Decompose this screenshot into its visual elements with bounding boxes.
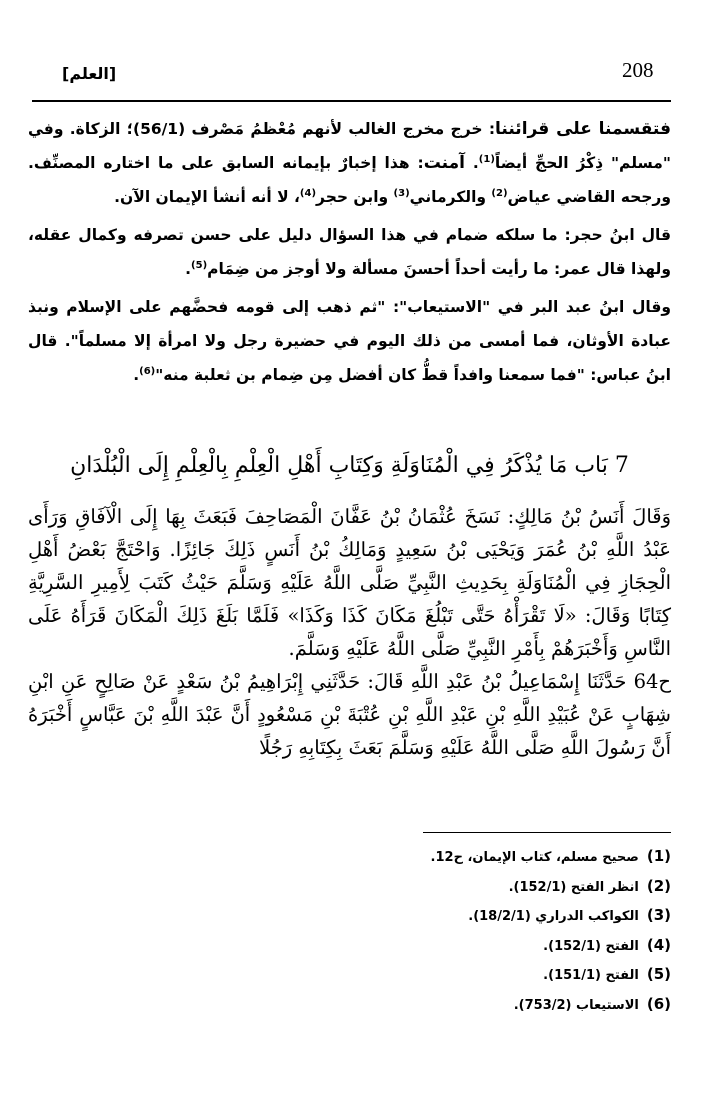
hadith-paragraph: وَقَالَ أَنَسُ بْنُ مَالِكٍ: نَسَخَ عُثْمَانُ بْنُ عَفَّانَ الْمَصَاحِفَ فَبَعَثَ بِهَا إِلَى الْآفَاقِ وَرَأَى عَبْدُ اللَّهِ بْنُ عُمَرَ وَيَحْيَى بْنُ سَعِيدٍ وَمَالِكُ بْنُ أَنَسٍ ذَلِكَ جَائِزًا. وَاحْتَجَّ بَعْضُ أَهْلِ الْحِجَازِ فِي الْمُنَاوَلَةِ بِحَدِيثِ النَّبِيِّ صَلَّى اللَّهُ عَلَيْهِ وَسَلَّمَ حَيْثُ كَتَبَ لِأَمِيرِ السَّرِيَّةِ كِتَابًا وَقَالَ: «لَا تَقْرَأْهُ حَتَّى تَبْلُغَ مَكَانَ كَذَا وَكَذَا» فَلَمَّا بَلَغَ ذَلِكَ الْمَكَانَ قَرَأَهُ عَلَى النَّاسِ وَأَخْبَرَهُمْ بِأَمْرِ النَّبِيِّ صَلَّى اللَّهُ عَلَيْهِ وَسَلَّمَ.: [28, 505, 671, 660]
commentary-section: [28, 112, 671, 396]
commentary-paragraph: [28, 218, 671, 286]
footnote-number: (5): [646, 965, 671, 983]
footnote-text: الكواكب الدراري (18/2/1).: [468, 909, 639, 924]
page-header: [28, 56, 675, 96]
footnote-item: [200, 901, 671, 931]
header-rule: [32, 100, 671, 102]
footnote-number: (1): [646, 847, 671, 865]
commentary-text: .: [464, 154, 479, 172]
footnote-item: [200, 960, 671, 990]
footnotes-list: [200, 842, 671, 1019]
commentary-text: : خرج مخرج الغالب لأنهم مُعْظمُ مَصْرف (56/1)؛ الزكاة. وفي "مسلم" ذِكْرُ الحجِّ أيضاً: [28, 120, 671, 172]
footnote-ref: (4): [299, 187, 317, 199]
commentary-text: وقال ابنُ عبد البر في "الاستيعاب": "ثم ذهب إلى قومه فحضَّهم على الإسلام ونبذ عبادة الأوثان، فما أمسى من ذلك اليوم في حضيرة رجل ولا امرأة إلا مسلماً". قال ابنُ عباس: "فما سمعنا وافداً قطُّ كان أفضل مِن ضِمام بن ثعلبة منه": [28, 298, 671, 384]
footnote-ref: (2): [491, 187, 508, 199]
footnote-number: (4): [646, 935, 671, 954]
keyword: فتقسمنا على قرائننا: [495, 119, 672, 139]
footnote-ref: (1): [478, 153, 495, 165]
keyword: آمنت: [423, 153, 465, 173]
footnote-text: الفتح (152/1).: [543, 938, 639, 954]
footnote-item: [200, 931, 671, 961]
commentary-paragraph: [28, 290, 671, 392]
commentary-text: .: [133, 366, 140, 384]
commentary-text: قال ابنُ حجر: ما سلكه ضمام في هذا السؤال دليل على حسن تصرفه وكمال عقله، ولهذا قال عمر: ما رأيت أحداً أحسنَ مسألة ولا أوجز من ضِمَام: [28, 226, 671, 278]
footnote-number: (2): [646, 876, 671, 895]
footnote-text: انظر الفتح (152/1).: [508, 879, 639, 895]
footnote-ref: (6): [139, 365, 156, 377]
footnote-text: الفتح (151/1).: [543, 968, 639, 983]
hadith-paragraph: ح64 حَدَّثَنَا إِسْمَاعِيلُ بْنُ عَبْدِ اللَّهِ قَالَ: حَدَّثَنِي إِبْرَاهِيمُ بْنُ سَعْدٍ عَنْ صَالِحٍ عَنِ ابْنِ شِهَابٍ عَنْ عُبَيْدِ اللَّهِ بْنِ عَبْدِ اللَّهِ بْنِ عُتْبَةَ بْنِ مَسْعُودٍ أَنَّ عَبْدَ اللَّهِ بْنَ عَبَّاسٍ أَخْبَرَهُ أَنَّ رَسُولَ اللَّهِ صَلَّى اللَّهُ عَلَيْهِ وَسَلَّمَ بَعَثَ بِكِتَابِهِ رَجُلًا: [28, 670, 671, 759]
footnote-text: صحيح مسلم، كتاب الإيمان، ح12.: [430, 850, 639, 865]
footnote-ref: (3): [393, 187, 410, 199]
commentary-text: .: [185, 260, 192, 278]
footnote-item: [200, 842, 671, 872]
hadith-text: [28, 500, 671, 764]
footnote-number: (6): [646, 994, 671, 1013]
footnote-ref: (5): [191, 259, 208, 271]
footnote-rule: [423, 832, 671, 833]
running-title: [العلم]: [62, 64, 117, 83]
commentary-text: : هذا إخبارٌ بإيمانه السابق على ما اختاره المصنِّف. ورجحه القاضي عياض: [28, 154, 671, 206]
page-number: 208: [622, 58, 654, 82]
footnote-text: الاستيعاب (753/2).: [513, 997, 639, 1013]
chapter-heading: 7 بَاب مَا يُذْكَرُ فِي الْمُنَاوَلَةِ وَكِتَابِ أَهْلِ الْعِلْمِ بِالْعِلْمِ إِلَى الْبُلْدَانِ: [70, 453, 629, 478]
footnote-number: (3): [646, 906, 671, 924]
commentary-paragraph: [28, 112, 671, 214]
commentary-text: ، لا أنه أنشأ الإيمان الآن.: [114, 188, 300, 206]
footnote-item: [200, 990, 671, 1020]
footnote-item: [200, 872, 671, 902]
commentary-text: وابن حجر: [316, 188, 394, 206]
commentary-text: والكرماني: [409, 188, 492, 206]
